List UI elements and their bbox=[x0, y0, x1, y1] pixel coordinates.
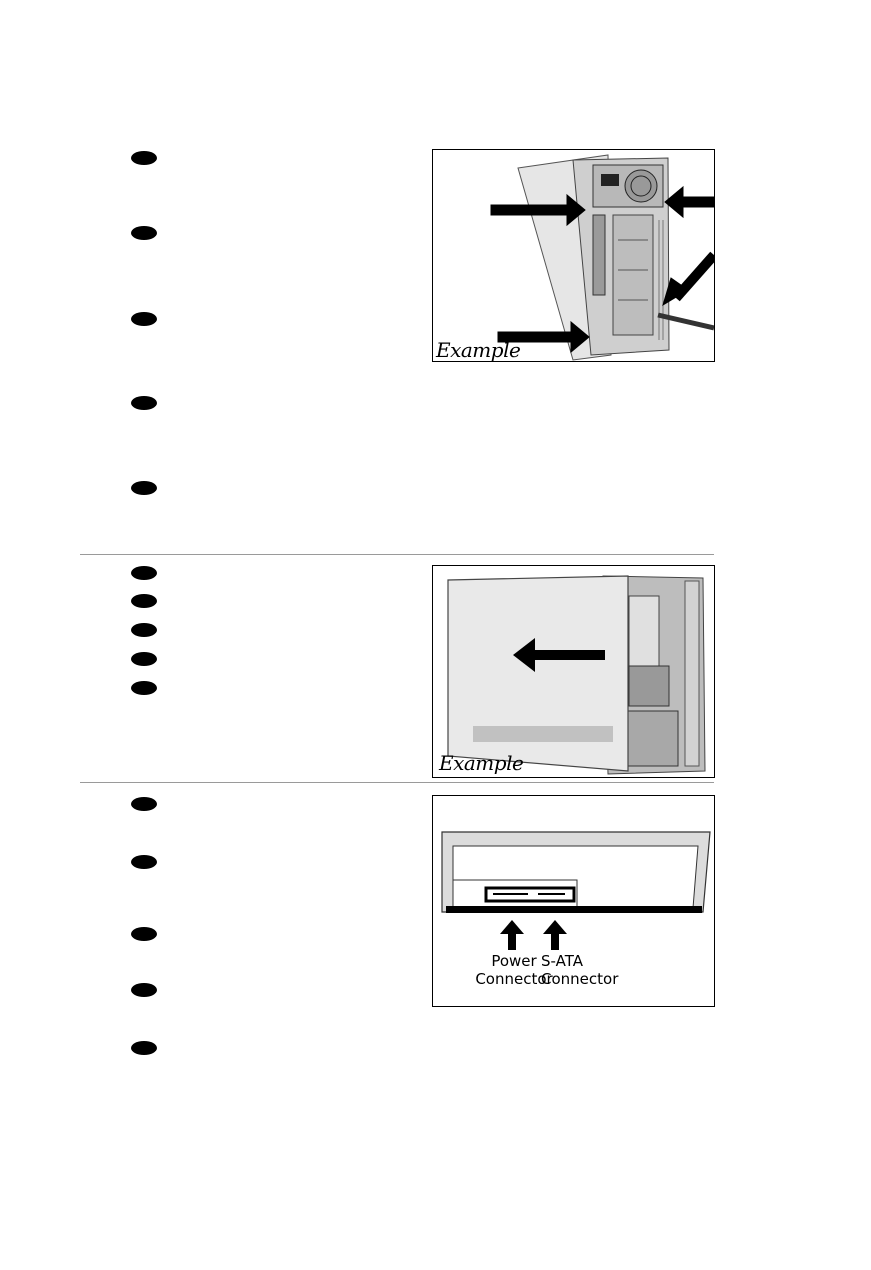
side-panel-illustration bbox=[433, 566, 714, 777]
step-bullet bbox=[131, 652, 157, 666]
figure-side-panel bbox=[432, 565, 715, 778]
section-divider bbox=[80, 782, 714, 783]
step-bullet bbox=[131, 566, 157, 580]
step-bullet bbox=[131, 594, 157, 608]
step-bullet bbox=[131, 151, 157, 165]
step-bullet bbox=[131, 396, 157, 410]
step-bullet bbox=[131, 681, 157, 695]
figure-label: Example bbox=[436, 338, 521, 362]
power-connector-line1: Power bbox=[491, 952, 537, 970]
section-divider bbox=[80, 554, 714, 555]
step-bullet bbox=[131, 983, 157, 997]
step-bullet bbox=[131, 312, 157, 326]
figure-drive-connectors bbox=[432, 795, 715, 1007]
step-bullet bbox=[131, 226, 157, 240]
step-bullet bbox=[131, 797, 157, 811]
figure-label: Example bbox=[439, 751, 524, 775]
tower-rear-illustration bbox=[433, 150, 714, 361]
step-bullet bbox=[131, 623, 157, 637]
step-bullet bbox=[131, 481, 157, 495]
step-bullet bbox=[131, 927, 157, 941]
sata-connector-line1: S-ATA bbox=[541, 952, 583, 970]
sata-connector-line2: Connector bbox=[541, 970, 619, 988]
sata-connector-label bbox=[541, 952, 631, 988]
step-bullet bbox=[131, 1041, 157, 1055]
figure-tower-rear bbox=[432, 149, 715, 362]
power-connector-line2: Connector bbox=[475, 970, 553, 988]
step-bullet bbox=[131, 855, 157, 869]
